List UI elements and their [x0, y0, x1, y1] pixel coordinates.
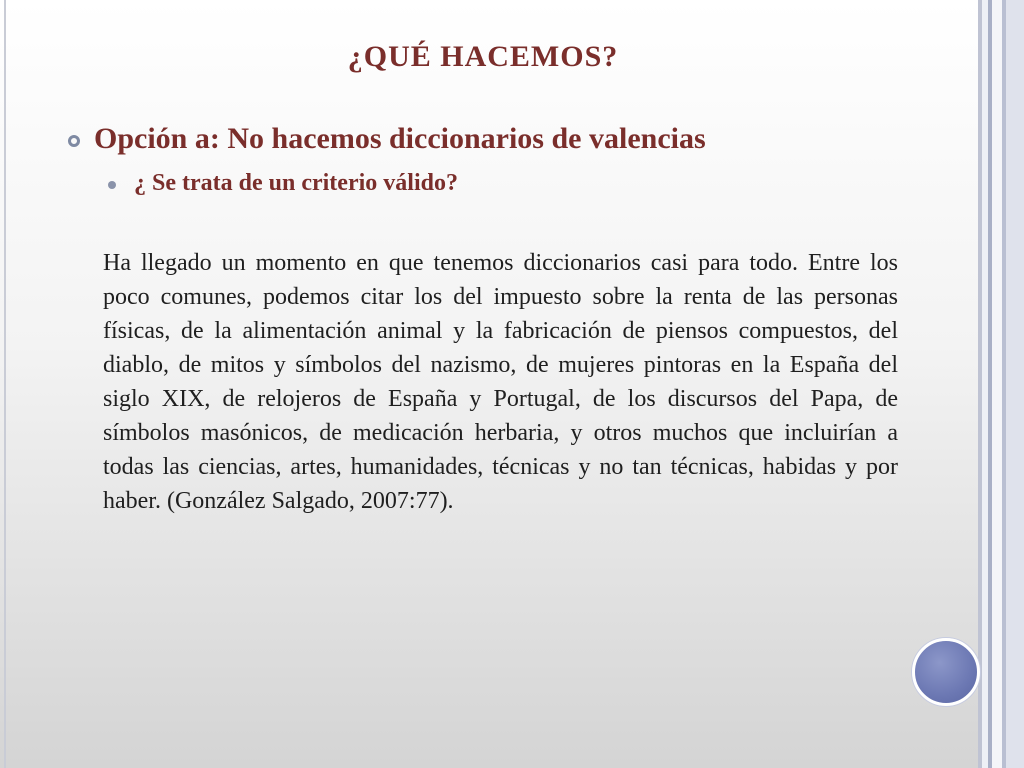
circle-decoration-icon — [912, 638, 980, 706]
option-text: Opción a: No hacemos diccionarios de valencias — [94, 122, 706, 155]
option-bullet — [68, 122, 706, 156]
right-frame-stripes — [978, 0, 1024, 768]
subpoint-bullet — [108, 170, 458, 197]
frame-stripe — [992, 0, 1002, 768]
ring-bullet-icon — [68, 135, 80, 147]
quote-paragraph: Ha llegado un momento en que tenemos diccionarios casi para todo. Entre los poco comunes, podemos citar los del impuesto sobre la renta de las personas físicas, de la alimentación animal y la fabricación de piensos compuestos, del diablo, de mitos y símbolos del nazismo, de mujeres pintoras en la España del siglo XIX, de relojeros de España y Portugal, de los discursos del Papa, de símbolos masónicos, de medicación herbaria, y otros muchos que incluirían a todas las ciencias, artes, humanidades, técnicas y no tan técnicas, habidas y por haber. (González Salgado, 2007:77). — [103, 250, 898, 514]
dot-bullet-icon — [108, 181, 116, 189]
left-edge-line — [4, 0, 6, 768]
frame-stripe — [1006, 0, 1024, 768]
slide-title: ¿QUÉ HACEMOS? — [347, 40, 619, 73]
subpoint-text: ¿ Se trata de un criterio válido? — [134, 170, 458, 196]
